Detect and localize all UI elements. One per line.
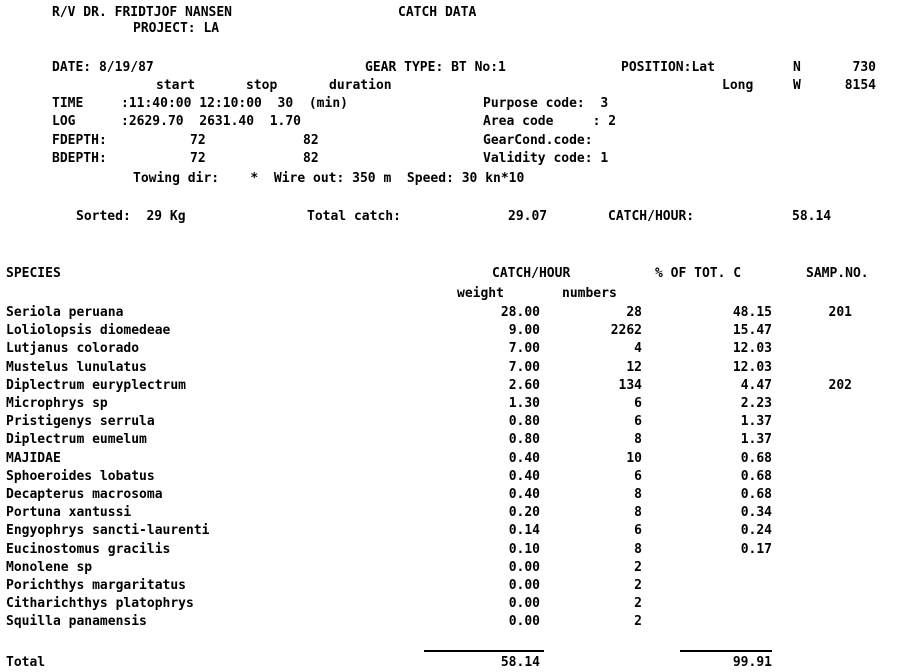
species-name: Loliolopsis diomedeae bbox=[6, 323, 171, 338]
weight-subheader: weight bbox=[457, 286, 504, 301]
catch-numbers: 134 bbox=[618, 378, 642, 393]
column-duration: duration bbox=[329, 78, 392, 93]
species-name: Engyophrys sancti-laurenti bbox=[6, 523, 210, 538]
catch-numbers: 2 bbox=[634, 596, 642, 611]
catch-numbers: 2 bbox=[634, 614, 642, 629]
validity-code: Validity code: 1 bbox=[483, 151, 609, 166]
percent-of-total: 0.68 bbox=[740, 487, 772, 502]
lat-hemisphere: N bbox=[793, 60, 801, 75]
catch-numbers: 2 bbox=[634, 578, 642, 593]
catch-weight: 0.80 bbox=[508, 414, 540, 429]
project-label: PROJECT: LA bbox=[133, 21, 220, 36]
species-name: Microphrys sp bbox=[6, 396, 108, 411]
catch-weight: 0.14 bbox=[508, 523, 540, 538]
species-name: Diplectrum eumelum bbox=[6, 432, 147, 447]
catch-numbers: 12 bbox=[626, 360, 642, 375]
vessel-name: R/V DR. FRIDTJOF NANSEN bbox=[52, 5, 233, 20]
bdepth-start: 72 bbox=[190, 151, 206, 166]
sample-number-column-header: SAMP.NO. bbox=[806, 266, 869, 281]
percent-total-rule bbox=[680, 650, 772, 652]
bdepth-label: BDEPTH: bbox=[52, 151, 107, 166]
total-weight: 58.14 bbox=[500, 655, 540, 670]
catch-weight: 9.00 bbox=[508, 323, 540, 338]
percent-of-total: 0.68 bbox=[740, 451, 772, 466]
catch-weight: 28.00 bbox=[500, 305, 540, 320]
percent-of-total: 48.15 bbox=[732, 305, 772, 320]
species-name: Lutjanus colorado bbox=[6, 341, 140, 356]
catch-weight: 0.40 bbox=[508, 487, 540, 502]
species-name: Monolene sp bbox=[6, 560, 93, 575]
long-value: 8154 bbox=[844, 78, 876, 93]
time-label: TIME bbox=[52, 96, 84, 111]
catch-weight: 7.00 bbox=[508, 360, 540, 375]
total-percent: 99.91 bbox=[732, 655, 772, 670]
catch-weight: 0.00 bbox=[508, 596, 540, 611]
weight-total-rule bbox=[424, 650, 544, 652]
catch-numbers: 2262 bbox=[610, 323, 642, 338]
fdepth-label: FDEPTH: bbox=[52, 133, 107, 148]
numbers-subheader: numbers bbox=[562, 286, 617, 301]
total-catch-value: 29.07 bbox=[508, 209, 548, 224]
species-column-header: SPECIES bbox=[6, 266, 61, 281]
catch-numbers: 6 bbox=[634, 469, 642, 484]
percent-of-total: 12.03 bbox=[732, 341, 772, 356]
percent-of-total: 1.37 bbox=[740, 414, 772, 429]
sorted-weight: Sorted: 29 Kg bbox=[76, 209, 186, 224]
species-name: Seriola peruana bbox=[6, 305, 124, 320]
column-start: start bbox=[156, 78, 196, 93]
catch-numbers: 10 bbox=[626, 451, 642, 466]
species-name: Diplectrum euryplectrum bbox=[6, 378, 187, 393]
catch-weight: 0.00 bbox=[508, 578, 540, 593]
lat-value: 730 bbox=[852, 60, 876, 75]
percent-of-total: 0.34 bbox=[740, 505, 772, 520]
total-catch-label: Total catch: bbox=[307, 209, 401, 224]
long-label: Long bbox=[722, 78, 754, 93]
catch-weight: 0.00 bbox=[508, 614, 540, 629]
total-label: Total bbox=[6, 655, 46, 670]
species-name: MAJIDAE bbox=[6, 451, 61, 466]
species-name: Pristigenys serrula bbox=[6, 414, 155, 429]
catch-numbers: 28 bbox=[626, 305, 642, 320]
catch-numbers: 6 bbox=[634, 523, 642, 538]
species-name: Citharichthys platophrys bbox=[6, 596, 194, 611]
catch-numbers: 6 bbox=[634, 414, 642, 429]
percent-of-total: 1.37 bbox=[740, 432, 772, 447]
species-name: Eucinostomus gracilis bbox=[6, 542, 171, 557]
species-name: Portuna xantussi bbox=[6, 505, 132, 520]
catch-weight: 0.40 bbox=[508, 469, 540, 484]
position-label: POSITION:Lat bbox=[621, 60, 715, 75]
species-name: Sphoeroides lobatus bbox=[6, 469, 155, 484]
catch-per-hour-value: 58.14 bbox=[792, 209, 832, 224]
sample-number: 202 bbox=[828, 378, 852, 393]
long-hemisphere: W bbox=[793, 78, 801, 93]
catch-numbers: 6 bbox=[634, 396, 642, 411]
fdepth-start: 72 bbox=[190, 133, 206, 148]
catch-numbers: 8 bbox=[634, 432, 642, 447]
species-name: Squilla panamensis bbox=[6, 614, 147, 629]
time-values: :11:40:00 12:10:00 30 (min) bbox=[121, 96, 348, 111]
catch-per-hour-label: CATCH/HOUR: bbox=[608, 209, 695, 224]
area-code: Area code : 2 bbox=[483, 114, 617, 129]
percent-of-total: 0.17 bbox=[740, 542, 772, 557]
purpose-code: Purpose code: 3 bbox=[483, 96, 609, 111]
catch-weight: 0.20 bbox=[508, 505, 540, 520]
percent-of-total: 12.03 bbox=[732, 360, 772, 375]
gearcond-code: GearCond.code: bbox=[483, 133, 593, 148]
fdepth-stop: 82 bbox=[303, 133, 319, 148]
catch-weight: 0.10 bbox=[508, 542, 540, 557]
percent-of-total: 0.68 bbox=[740, 469, 772, 484]
station-date: DATE: 8/19/87 bbox=[52, 60, 154, 75]
percent-of-total: 15.47 bbox=[732, 323, 772, 338]
percent-column-header: % OF TOT. C bbox=[655, 266, 742, 281]
document-title: CATCH DATA bbox=[398, 5, 477, 20]
percent-of-total: 4.47 bbox=[740, 378, 772, 393]
catch-numbers: 2 bbox=[634, 560, 642, 575]
catch-weight: 1.30 bbox=[508, 396, 540, 411]
catch-numbers: 8 bbox=[634, 505, 642, 520]
catch-numbers: 8 bbox=[634, 542, 642, 557]
percent-of-total: 2.23 bbox=[740, 396, 772, 411]
sample-number: 201 bbox=[828, 305, 852, 320]
catch-weight: 2.60 bbox=[508, 378, 540, 393]
log-label: LOG bbox=[52, 114, 76, 129]
catch-numbers: 4 bbox=[634, 341, 642, 356]
log-values: :2629.70 2631.40 1.70 bbox=[121, 114, 302, 129]
catch-weight: 0.40 bbox=[508, 451, 540, 466]
catch-numbers: 8 bbox=[634, 487, 642, 502]
bdepth-stop: 82 bbox=[303, 151, 319, 166]
catch-weight: 7.00 bbox=[508, 341, 540, 356]
catch-hour-column-header: CATCH/HOUR bbox=[492, 266, 571, 281]
towing-info: Towing dir: * Wire out: 350 m Speed: 30 kn*10 bbox=[133, 171, 525, 186]
column-stop: stop bbox=[246, 78, 278, 93]
species-name: Porichthys margaritatus bbox=[6, 578, 187, 593]
catch-weight: 0.80 bbox=[508, 432, 540, 447]
percent-of-total: 0.24 bbox=[740, 523, 772, 538]
species-name: Decapterus macrosoma bbox=[6, 487, 163, 502]
gear-type: GEAR TYPE: BT No:1 bbox=[365, 60, 506, 75]
catch-weight: 0.00 bbox=[508, 560, 540, 575]
species-name: Mustelus lunulatus bbox=[6, 360, 147, 375]
